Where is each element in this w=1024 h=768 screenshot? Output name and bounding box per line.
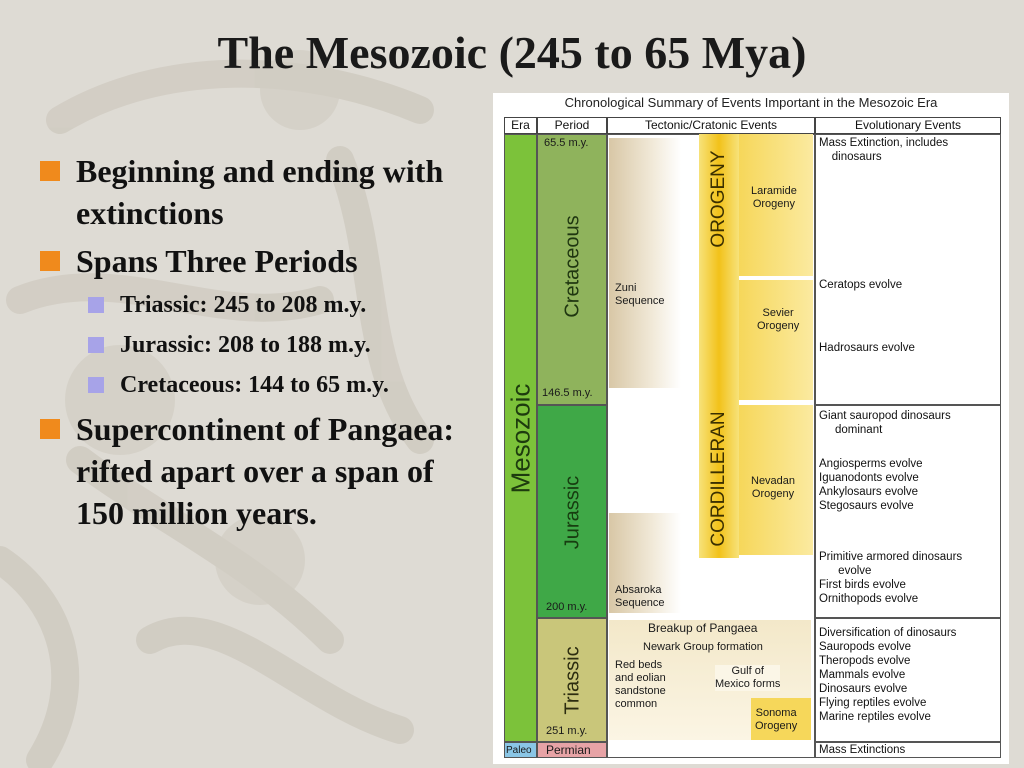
period-triassic-cell [537, 618, 607, 742]
period-label-jurassic: Jurassic [561, 475, 584, 550]
newark-label: Newark Group formation [643, 641, 763, 653]
purple-bullet-icon [88, 377, 104, 393]
period-cretaceous-cell [537, 134, 607, 405]
bullet-item: Spans Three Periods [40, 240, 480, 282]
pangaea-label: Breakup of Pangaea [648, 621, 758, 635]
header-tectonic: Tectonic/Cratonic Events [607, 117, 815, 134]
orange-bullet-icon [40, 419, 60, 439]
sonoma-label: Sonoma Orogeny [755, 707, 798, 732]
header-evolutionary: Evolutionary Events [815, 117, 1001, 134]
sevier-bar [739, 280, 813, 400]
age-label: 200 m.y. [546, 601, 588, 613]
period-label-permian: Permian [546, 743, 591, 757]
bullet-item: Beginning and ending with extinctions [40, 150, 480, 234]
era-label: Mesozoic [505, 383, 536, 494]
slide-title: The Mesozoic (245 to 65 Mya) [217, 27, 807, 78]
period-label-triassic: Triassic [561, 646, 584, 715]
age-label: 251 m.y. [546, 725, 588, 737]
age-label: 65.5 m.y. [544, 137, 589, 149]
paleo-label: Paleo [506, 745, 532, 756]
evolution-cretaceous-cell [815, 134, 1001, 405]
era-mesozoic-cell [504, 134, 537, 742]
sauropod-event: Giant sauropod dinosaurs dominant [819, 410, 951, 436]
orange-bullet-icon [40, 161, 60, 181]
ceratops-event: Ceratops evolve [819, 279, 903, 291]
bullet-item: Supercontinent of Pangaea: rifted apart over a span of 150 million years. [40, 408, 480, 534]
absaroka-label: Absaroka Sequence [615, 584, 665, 609]
era-paleo-cell [504, 742, 537, 758]
zuni-bar [609, 138, 681, 388]
zuni-label: Zuni Sequence [615, 282, 665, 307]
armored-events: Primitive armored dinosaurs evolve First birds evolve Ornithopods evolve [819, 551, 963, 605]
laramide-label: Laramide Orogeny [751, 185, 797, 210]
nevadan-label: Nevadan Orogeny [751, 475, 796, 500]
header-era: Era [504, 117, 537, 134]
mass-extinction-event: Mass Extinction, includes dinosaurs [819, 137, 949, 163]
purple-bullet-icon [88, 297, 104, 313]
mesozoic-timeline-chart [493, 93, 1009, 764]
header-period: Period [537, 117, 607, 134]
sub-bullet-item: Cretaceous: 144 to 65 m.y. [88, 368, 480, 402]
triassic-events: Diversification of dinosaurs Sauropods evolve Theropods evolve Mammals evolve Dinosaurs evolve Flying reptiles evolve Marine reptiles evolve [819, 627, 957, 723]
period-permian-cell [537, 742, 607, 758]
period-jurassic-cell [537, 405, 607, 618]
redbeds-label: Red beds and eolian sandstone common [615, 659, 666, 710]
gulf-label: Gulf of Mexico forms [715, 665, 781, 690]
cordilleran-label: CORDILLERAN [708, 411, 729, 547]
purple-bullet-icon [88, 337, 104, 353]
jurassic-events: Angiosperms evolve Iguanodonts evolve Ankylosaurs evolve Stegosaurs evolve [819, 458, 923, 512]
sub-bullet-item: Triassic: 245 to 208 m.y. [88, 288, 480, 322]
orange-bullet-icon [40, 251, 60, 271]
permian-event: Mass Extinctions [819, 744, 906, 756]
orogeny-label: OROGENY [708, 150, 729, 248]
period-label-cretaceous: Cretaceous [561, 215, 584, 318]
sub-bullet-item: Jurassic: 208 to 188 m.y. [88, 328, 480, 362]
bullet-list [40, 150, 480, 540]
age-label: 146.5 m.y. [542, 387, 593, 399]
chart-title: Chronological Summary of Events Important in the Mesozoic Era [564, 95, 938, 110]
sevier-label: Sevier Orogeny [757, 307, 800, 332]
hadrosaurs-event: Hadrosaurs evolve [819, 342, 915, 354]
